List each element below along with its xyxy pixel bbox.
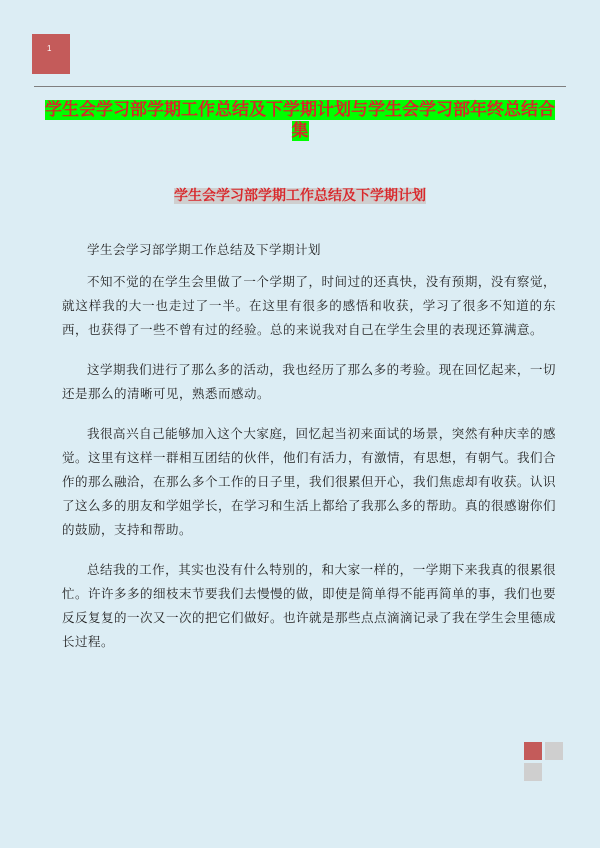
corner-decoration-gray	[545, 742, 563, 760]
paragraph: 总结我的工作，其实也没有什么特别的，和大家一样的，一学期下来我真的很累很忙。许许多多的细枝末节要我们去慢慢的做，即使是简单得不能再简单的事，我们也要反反复复的一次又一次的把它们做好。也许就是那些点点滴滴记录了我在学生会里德成长过程。	[62, 562, 557, 649]
paragraph: 这学期我们进行了那么多的活动，我也经历了那么多的考验。现在回忆起来，一切还是那么的清晰可见，熟悉而感动。	[62, 362, 556, 401]
paragraph: 不知不觉的在学生会里做了一个学期了，时间过的还真快，没有预期，没有察觉，就这样我的大一也走过了一半。在这里有很多的感悟和收获，学习了很多不知道的东西，也获得了一些不曾有过的经验。总的来说我对自己在学生会里的表现还算满意。	[62, 274, 556, 337]
section-title	[40, 186, 560, 206]
corner-decoration-gray	[524, 763, 542, 781]
page-number: 1	[47, 44, 52, 53]
section-title-text: 学生会学习部学期工作总结及下学期计划	[174, 188, 426, 204]
document-title-text: 学生会学习部学期工作总结及下学期计划与学生会学习部年终总结合集	[45, 100, 555, 141]
document-title	[40, 100, 560, 142]
header-divider	[34, 86, 566, 87]
page-number-badge	[32, 34, 70, 74]
body-content	[62, 238, 556, 654]
corner-decoration-red	[524, 742, 542, 760]
paragraph-heading: 学生会学习部学期工作总结及下学期计划	[87, 242, 322, 257]
paragraph: 我很高兴自己能够加入这个大家庭，回忆起当初来面试的场景，突然有种庆幸的感觉。这里有这样一群相互团结的伙伴，他们有活力，有激情，有思想，有朝气。我们合作的那么融洽，在那么多个工作的日子里，我们很累但开心，我们焦虑却有收获。认识了这么多的朋友和学姐学长，在学习和生活上都给了我那么多的帮助。真的很感谢你们的鼓励，支持和帮助。	[62, 426, 557, 537]
